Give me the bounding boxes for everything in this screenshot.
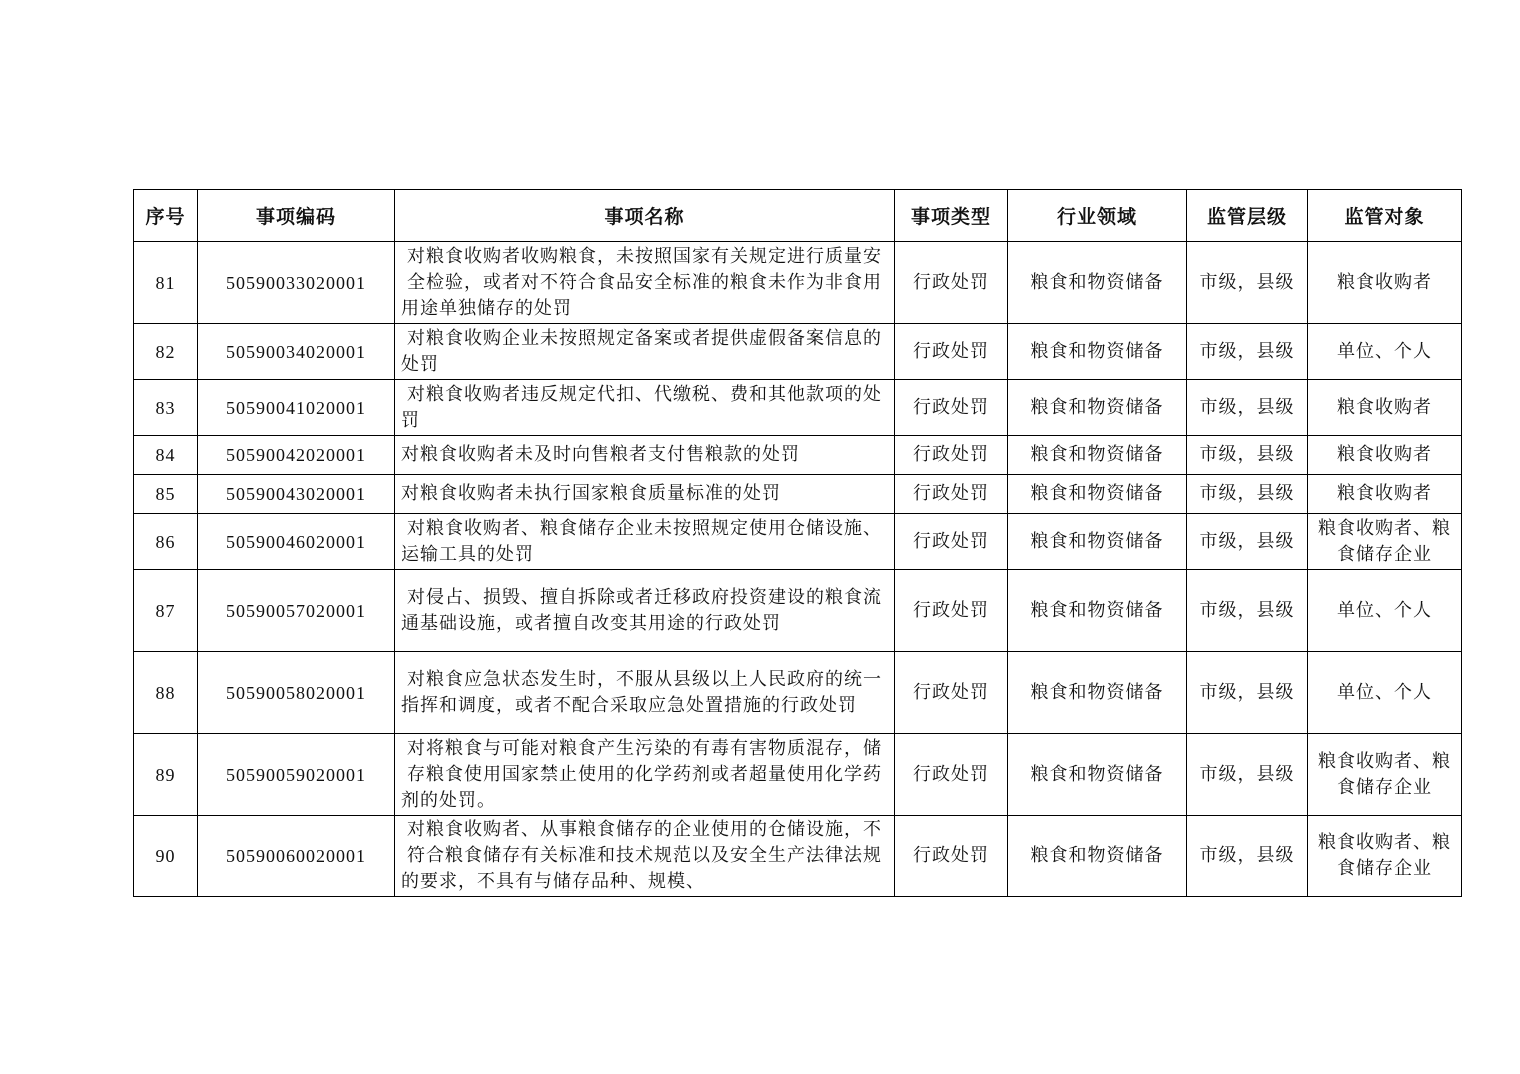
cell-name xyxy=(395,570,895,652)
cell-type: 行政处罚 xyxy=(895,734,1008,816)
cell-seq: 82 xyxy=(134,324,198,380)
cell-seq: 83 xyxy=(134,380,198,436)
cell-code: 50590059020001 xyxy=(198,734,395,816)
cell-name-text: 对粮食收购企业未按照规定备案或者提供虚假备案信息的处罚 xyxy=(401,327,882,375)
header-seq: 序号 xyxy=(134,190,198,242)
cell-name xyxy=(395,734,895,816)
header-code: 事项编码 xyxy=(198,190,395,242)
cell-code: 50590033020001 xyxy=(198,242,395,324)
cell-name xyxy=(395,652,895,734)
cell-level: 市级，县级 xyxy=(1187,242,1308,324)
cell-domain: 粮食和物资储备 xyxy=(1008,475,1187,514)
cell-name-text: 对粮食收购者、粮食储存企业未按照规定使用仓储设施、运输工具的处罚 xyxy=(401,517,882,565)
cell-target: 粮食收购者 xyxy=(1308,436,1462,475)
cell-code: 50590041020001 xyxy=(198,380,395,436)
header-type: 事项类型 xyxy=(895,190,1008,242)
cell-name-text: 对粮食收购者未执行国家粮食质量标准的处罚 xyxy=(401,483,781,504)
cell-seq: 84 xyxy=(134,436,198,475)
cell-seq: 81 xyxy=(134,242,198,324)
cell-level: 市级，县级 xyxy=(1187,380,1308,436)
cell-type: 行政处罚 xyxy=(895,514,1008,570)
cell-code: 50590058020001 xyxy=(198,652,395,734)
cell-target: 粮食收购者、粮食储存企业 xyxy=(1308,734,1462,816)
table-row xyxy=(134,514,1462,570)
cell-seq: 86 xyxy=(134,514,198,570)
cell-name-text: 对粮食收购者、从事粮食储存的企业使用的仓储设施，不符合粮食储存有关标准和技术规范以及安全生产法律法规的要求，不具有与储存品种、规模、 xyxy=(401,819,882,892)
header-domain: 行业领域 xyxy=(1008,190,1187,242)
cell-target: 粮食收购者 xyxy=(1308,242,1462,324)
table-row xyxy=(134,734,1462,816)
cell-type: 行政处罚 xyxy=(895,242,1008,324)
cell-seq: 85 xyxy=(134,475,198,514)
cell-level: 市级，县级 xyxy=(1187,514,1308,570)
cell-name-text: 对将粮食与可能对粮食产生污染的有毒有害物质混存，储存粮食使用国家禁止使用的化学药剂或者超量使用化学药剂的处罚。 xyxy=(401,737,882,811)
table-row xyxy=(134,570,1462,652)
cell-target: 单位、个人 xyxy=(1308,652,1462,734)
cell-type: 行政处罚 xyxy=(895,324,1008,380)
table-row xyxy=(134,816,1462,897)
cell-seq: 87 xyxy=(134,570,198,652)
header-name: 事项名称 xyxy=(395,190,895,242)
cell-name xyxy=(395,436,895,475)
cell-type: 行政处罚 xyxy=(895,475,1008,514)
cell-type: 行政处罚 xyxy=(895,380,1008,436)
table-row xyxy=(134,380,1462,436)
table-row xyxy=(134,324,1462,380)
cell-domain: 粮食和物资储备 xyxy=(1008,242,1187,324)
cell-code: 50590046020001 xyxy=(198,514,395,570)
cell-target: 粮食收购者 xyxy=(1308,475,1462,514)
table-row xyxy=(134,652,1462,734)
cell-seq: 88 xyxy=(134,652,198,734)
cell-domain: 粮食和物资储备 xyxy=(1008,436,1187,475)
cell-type: 行政处罚 xyxy=(895,816,1008,897)
cell-target: 粮食收购者、粮食储存企业 xyxy=(1308,816,1462,897)
cell-name-text: 对粮食应急状态发生时，不服从县级以上人民政府的统一指挥和调度，或者不配合采取应急处置措施的行政处罚 xyxy=(401,668,882,716)
cell-target: 单位、个人 xyxy=(1308,324,1462,380)
cell-domain: 粮食和物资储备 xyxy=(1008,324,1187,380)
cell-target: 单位、个人 xyxy=(1308,570,1462,652)
cell-level: 市级，县级 xyxy=(1187,475,1308,514)
cell-domain: 粮食和物资储备 xyxy=(1008,514,1187,570)
cell-domain: 粮食和物资储备 xyxy=(1008,380,1187,436)
cell-type: 行政处罚 xyxy=(895,436,1008,475)
table-row xyxy=(134,436,1462,475)
cell-seq: 89 xyxy=(134,734,198,816)
cell-target: 粮食收购者、粮食储存企业 xyxy=(1308,514,1462,570)
table-row xyxy=(134,242,1462,324)
cell-domain: 粮食和物资储备 xyxy=(1008,570,1187,652)
cell-level: 市级，县级 xyxy=(1187,734,1308,816)
cell-name-text: 对侵占、损毁、擅自拆除或者迁移政府投资建设的粮食流通基础设施，或者擅自改变其用途的行政处罚 xyxy=(401,586,882,634)
regulatory-items-table xyxy=(133,189,1462,897)
cell-name-text: 对粮食收购者未及时向售粮者支付售粮款的处罚 xyxy=(401,444,800,465)
cell-code: 50590043020001 xyxy=(198,475,395,514)
header-level: 监管层级 xyxy=(1187,190,1308,242)
cell-name xyxy=(395,380,895,436)
cell-code: 50590060020001 xyxy=(198,816,395,897)
cell-name xyxy=(395,816,895,897)
cell-code: 50590042020001 xyxy=(198,436,395,475)
cell-name-text: 对粮食收购者收购粮食，未按照国家有关规定进行质量安全检验，或者对不符合食品安全标准的粮食未作为非食用用途单独储存的处罚 xyxy=(401,245,882,319)
cell-type: 行政处罚 xyxy=(895,652,1008,734)
cell-seq: 90 xyxy=(134,816,198,897)
cell-name xyxy=(395,324,895,380)
cell-name xyxy=(395,242,895,324)
cell-domain: 粮食和物资储备 xyxy=(1008,652,1187,734)
cell-target: 粮食收购者 xyxy=(1308,380,1462,436)
cell-level: 市级，县级 xyxy=(1187,652,1308,734)
cell-level: 市级，县级 xyxy=(1187,570,1308,652)
cell-code: 50590034020001 xyxy=(198,324,395,380)
table-header-row xyxy=(134,190,1462,242)
header-target: 监管对象 xyxy=(1308,190,1462,242)
cell-level: 市级，县级 xyxy=(1187,436,1308,475)
cell-name-text: 对粮食收购者违反规定代扣、代缴税、费和其他款项的处罚 xyxy=(401,383,882,431)
table-row xyxy=(134,475,1462,514)
cell-domain: 粮食和物资储备 xyxy=(1008,816,1187,897)
cell-name xyxy=(395,475,895,514)
cell-name xyxy=(395,514,895,570)
cell-domain: 粮食和物资储备 xyxy=(1008,734,1187,816)
cell-code: 50590057020001 xyxy=(198,570,395,652)
cell-level: 市级，县级 xyxy=(1187,816,1308,897)
cell-level: 市级，县级 xyxy=(1187,324,1308,380)
cell-type: 行政处罚 xyxy=(895,570,1008,652)
